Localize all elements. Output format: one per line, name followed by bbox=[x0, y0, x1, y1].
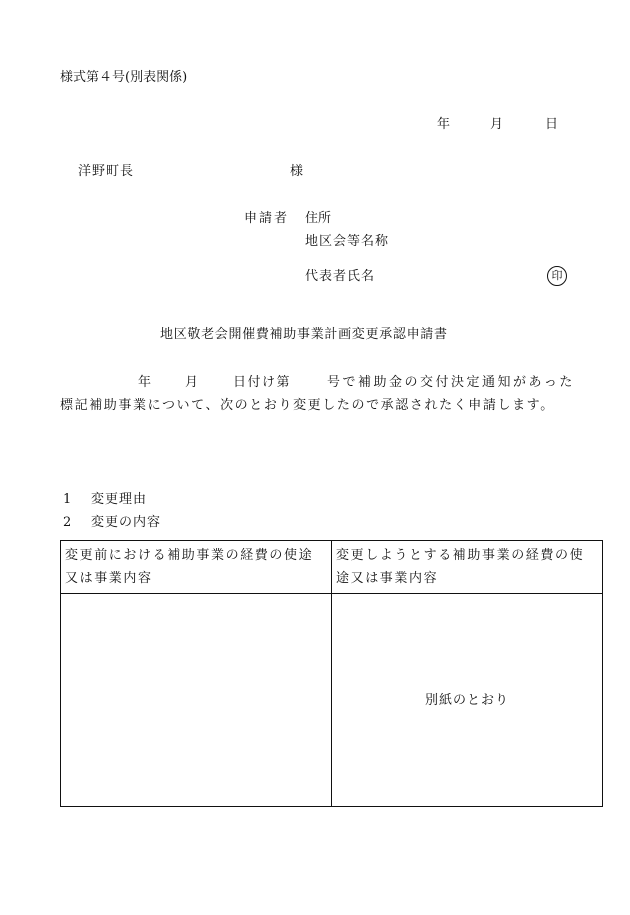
col-after-header: 変更しようとする補助事業の経費の使途又は事業内容 bbox=[332, 541, 603, 594]
item-2-number: 2 bbox=[63, 515, 72, 530]
form-number: 様式第４号(別表関係) bbox=[60, 70, 188, 85]
change-content-table bbox=[60, 540, 603, 807]
body-line2: 標記補助事業について、次のとおり変更したので承認されたく申請します。 bbox=[60, 398, 555, 413]
applicant-label: 申請者 bbox=[244, 211, 290, 226]
item-1-label: 変更理由 bbox=[91, 492, 148, 507]
date-month-label: 月 bbox=[490, 117, 504, 132]
item-1-number: 1 bbox=[63, 492, 72, 507]
col-before-content bbox=[61, 594, 332, 807]
item-2-label: 変更の内容 bbox=[91, 515, 162, 530]
date-day-label: 日 bbox=[545, 117, 559, 132]
body-day-label: 日付け第 bbox=[233, 375, 292, 390]
recipient-honorific: 様 bbox=[290, 164, 304, 179]
col-after-content: 別紙のとおり bbox=[332, 594, 603, 807]
applicant-rep-label: 代表者氏名 bbox=[305, 269, 376, 284]
body-line1-rest: 号で補助金の交付決定通知があった bbox=[327, 375, 575, 390]
document-title: 地区敬老会開催費補助事業計画変更承認申請書 bbox=[160, 327, 448, 342]
body-year-label: 年 bbox=[138, 375, 152, 390]
applicant-address-label: 住所 bbox=[305, 211, 332, 226]
table-body-row bbox=[61, 594, 603, 807]
recipient-title: 洋野町長 bbox=[78, 164, 135, 179]
seal-icon: 印 bbox=[547, 266, 567, 286]
applicant-org-label: 地区会等名称 bbox=[305, 234, 390, 249]
table-header-row bbox=[61, 541, 603, 594]
date-year-label: 年 bbox=[437, 117, 451, 132]
body-month-label: 月 bbox=[185, 375, 199, 390]
col-before-header: 変更前における補助事業の経費の使途又は事業内容 bbox=[61, 541, 332, 594]
